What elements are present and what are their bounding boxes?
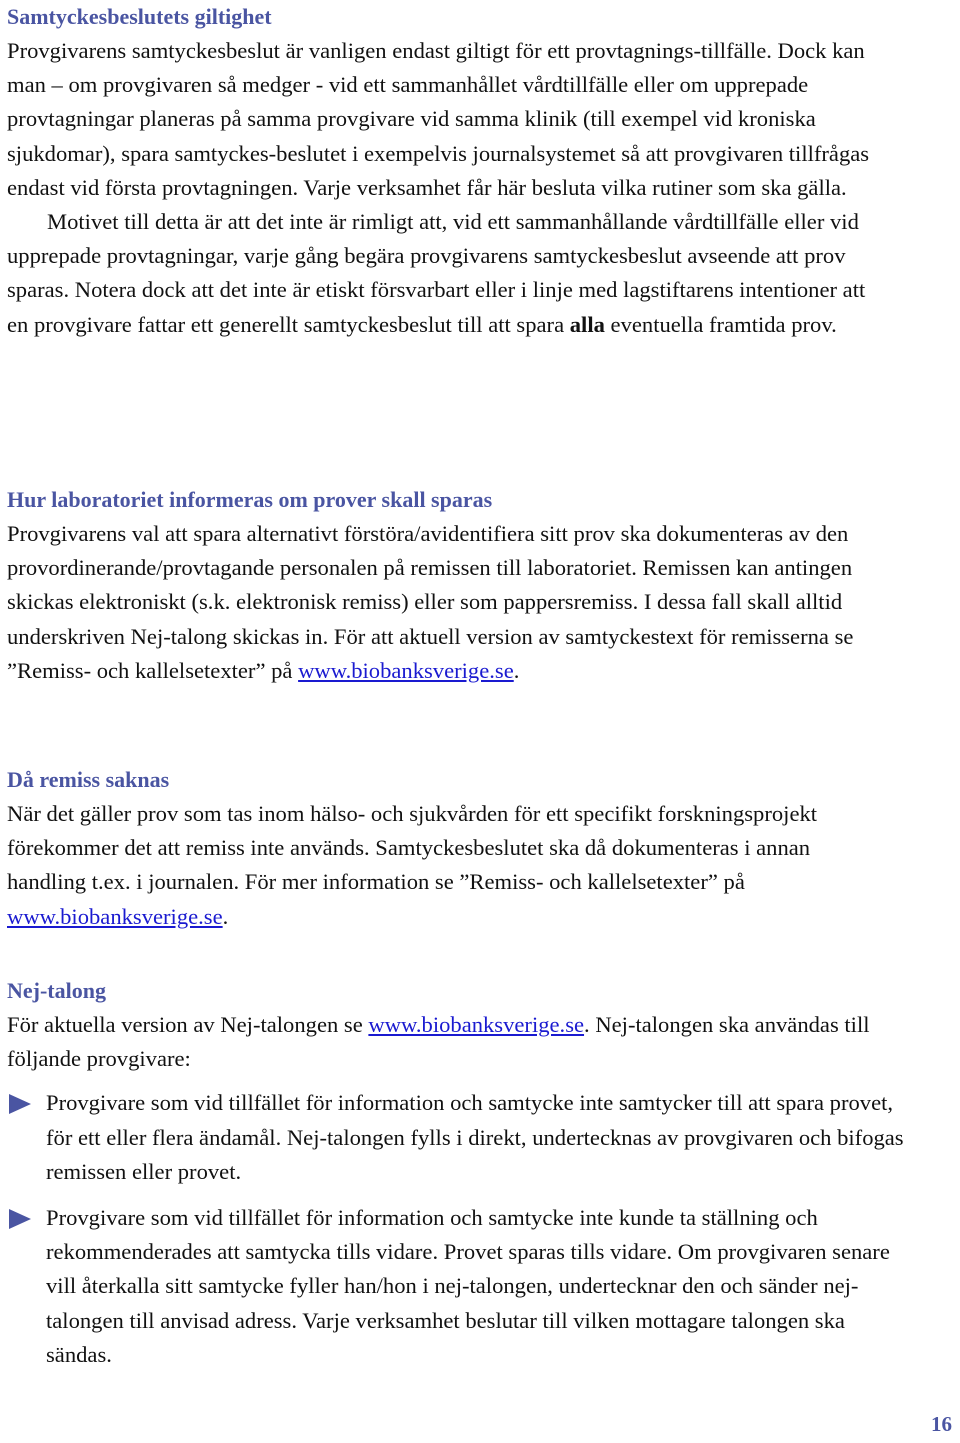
paragraph-text: . — [513, 657, 520, 683]
section-heading: Då remiss saknas — [7, 767, 170, 792]
list-item — [7, 1201, 907, 1372]
paragraph-text: eventuella framtida prov. — [604, 311, 837, 337]
page-number: 16 — [931, 1412, 952, 1436]
section-nej-talong — [7, 974, 955, 1372]
paragraph-text: Motivet till detta är att det inte är rimligt att, vid ett sammanhållande vårdtillfälle eller vid upprepade provtagningar, varje gång begära provgivarens samtyckesbeslut avseende att prov sparas. Notera dock att det inte är etiskt försvarbart eller i linje med lagstiftarens intentioner att en provgivare fattar ett generellt samtyckesbeslut till att spara — [7, 209, 866, 337]
section-heading: Samtyckesbeslutets giltighet — [7, 4, 272, 29]
paragraph-text: . — [222, 903, 229, 929]
section-da-remiss-saknas — [7, 763, 955, 934]
section-heading: Nej-talong — [7, 978, 106, 1003]
paragraph-text: . Nej-talongen ska användas till följande provgivare: — [7, 1012, 870, 1072]
list-item-text: Provgivare som vid tillfället för information och samtycke inte kunde ta ställning och rekommenderades att samtycka tills vidare. Provet sparas tills vidare. Om provgivaren senare vill återkalla sitt samtycke fyller han/hon i nej-talongen, undertecknar den och sänder nej-talongen till anvisad adress. Varje verksamhet beslutar till vilken mottagare talongen ska sändas. — [46, 1205, 890, 1367]
section-samtyckesbeslutets-giltighet — [7, 0, 955, 342]
list-item-text: Provgivare som vid tillfället för information och samtycke inte samtycker till att spara provet, för ett eller flera ändamål. Nej-talongen fylls i direkt, undertecknas av provgivaren och bifogas remissen eller provet. — [46, 1090, 904, 1184]
paragraph-text: När det gäller prov som tas inom hälso- och sjukvården för ett specifikt forskningsprojekt förekommer det att remiss inte används. Samtyckesbeslutet ska då dokumenteras i annan handling t.ex. i journalen. För mer information se ”Remiss- och kallelsetexter” på — [7, 801, 818, 895]
paragraph — [7, 797, 877, 934]
paragraph — [7, 517, 887, 688]
biobanksverige-link[interactable]: www.biobanksverige.se — [368, 1012, 585, 1037]
section-hur-laboratoriet-informeras — [7, 483, 955, 688]
paragraph-text: Provgivarens val att spara alternativt förstöra/avidentifiera sitt prov ska dokumenteras av den provordinerande/provtagande personalen på remissen till laboratoriet. Remissen kan antingen skickas elektroniskt (s.k. elektronisk remiss) eller som pappersremiss. I dessa fall skall alltid underskriven Nej-talong skickas in. För att aktuell version av samtyckestext för remisserna se ”Remiss- och kallelsetexter” på — [7, 521, 854, 683]
list-item — [7, 1086, 907, 1189]
paragraph-text: För aktuella version av Nej-talongen se — [7, 1012, 369, 1037]
paragraph — [7, 1008, 877, 1076]
biobanksverige-link[interactable]: www.biobanksverige.se — [298, 657, 514, 683]
right-triangle-arrow-icon — [9, 1209, 31, 1229]
section-heading: Hur laboratoriet informeras om prover skall sparas — [7, 487, 493, 512]
biobanksverige-link[interactable]: www.biobanksverige.se — [7, 903, 223, 929]
bullet-list — [7, 1086, 907, 1372]
paragraph: Provgivarens samtyckesbeslut är vanligen endast giltigt för ett provtagnings-tillfälle. Dock kan man – om provgivaren så medger - vid ett sammanhållet vårdtillfälle eller om upprepade provtagningar planeras på samma provgivare vid samma klinik (till exempel vid kroniska sjukdomar), spara samtyckes-beslutet i exempelvis journalsystemet så att provgivaren tillfrågas endast vid första provtagningen. Varje verksamhet får här besluta vilka rutiner som ska gälla. — [7, 38, 870, 200]
emphasis-text: alla — [569, 311, 605, 337]
right-triangle-arrow-icon — [9, 1094, 31, 1114]
paragraph — [7, 205, 877, 342]
